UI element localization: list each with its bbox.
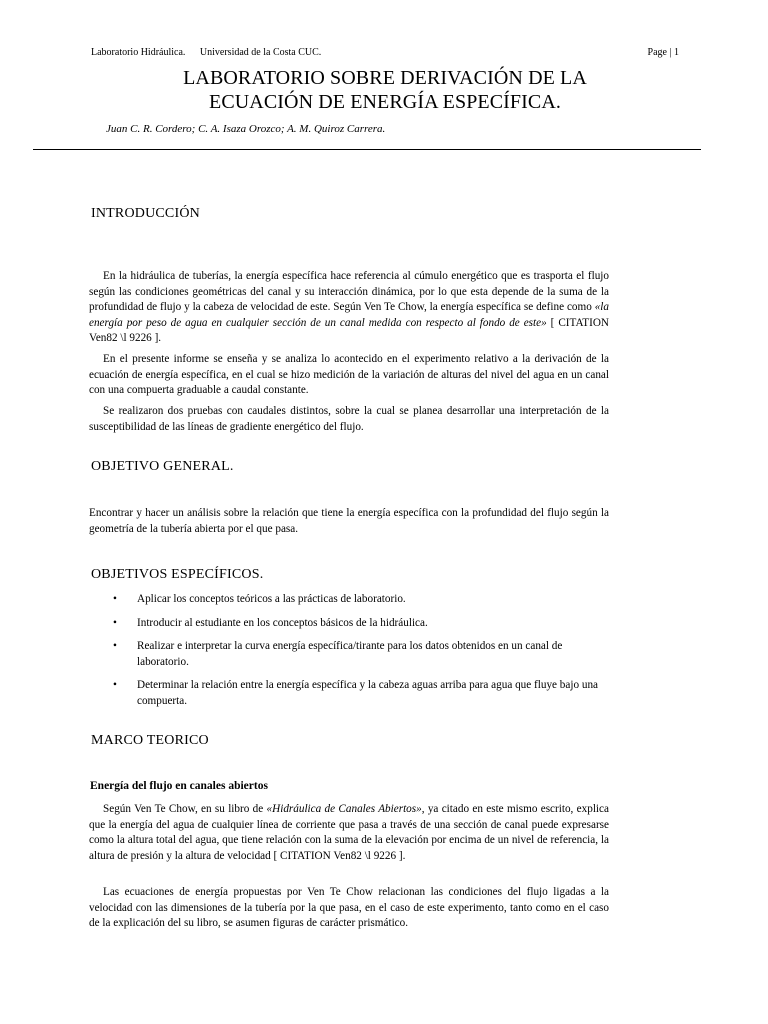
heading-introduccion: INTRODUCCIÓN	[91, 206, 200, 221]
header-university: Universidad de la Costa CUC.	[199, 47, 322, 58]
authors: Juan C. R. Cordero; C. A. Isaza Orozco; A. M. Quiroz Carrera.	[106, 123, 386, 135]
subheading-energia-flujo: Energía del flujo en canales abiertos	[90, 780, 268, 792]
intro-paragraph-1	[89, 269, 609, 347]
running-header	[91, 47, 321, 58]
page-number: Page | 1	[647, 47, 679, 58]
list-item-text: Aplicar los conceptos teóricos a las prácticas de laboratorio.	[137, 593, 406, 605]
heading-objetivos-especificos: OBJETIVOS ESPECÍFICOS.	[91, 567, 264, 582]
header-lab: Laboratorio Hidráulica.	[91, 47, 186, 58]
title-line-2: ECUACIÓN DE ENERGÍA ESPECÍFICA.	[209, 91, 561, 113]
bullet-icon: •	[113, 640, 117, 652]
list-item-text: Realizar e interpretar la curva energía específica/tirante para los datos obtenidos en un canal de laboratorio.	[137, 640, 563, 668]
intro-p1-quote: «la energía por peso de agua en cualquier sección de un canal medida con respecto al fondo de este»	[89, 301, 609, 329]
marco-paragraph-1	[89, 802, 609, 864]
objetivo-general-text: Encontrar y hacer un análisis sobre la relación que tiene la energía específica con la profundidad del flujo según la geometría de la tubería abierta por el que pasa.	[89, 507, 609, 535]
bullet-icon: •	[113, 616, 117, 629]
heading-objetivo-general: OBJETIVO GENERAL.	[91, 459, 234, 474]
title-divider	[33, 149, 701, 150]
list-item-text: Introducir al estudiante en los conceptos básicos de la hidráulica.	[137, 616, 428, 629]
list-item	[113, 639, 610, 670]
list-item	[113, 592, 610, 608]
intro-p1-citation: [ CITATION Ven82 \l 9226 ].	[89, 316, 609, 344]
bullet-icon: •	[113, 679, 117, 691]
marco-paragraph-2: Las ecuaciones de energía propuestas por Ven Te Chow relacionan las condiciones del flujo ligadas a la velocidad con las dimensiones de la tubería por la que pasa, en el caso de este experimento, tanto como en el caso de la explicación del su libro, se asumen figuras de carácter prismático.	[89, 886, 609, 929]
marco-p1-rest: , ya citado en este mismo escrito, explica que la energía del agua de cualquier línea de corriente que pasa a través de una sección de canal puede expresarse como la altura total del agua, que tiene relación con la suma de la elevación por encima de un nivel de referencia, la altura de presión y la altura de velocidad [ CITATION Ven82 \l 9226 ].	[89, 803, 609, 862]
intro-paragraph-2: En el presente informe se enseña y se analiza lo acontecido en el experimento relativo a la derivación de la ecuación de energía específica, en el cual se hizo medición de la variación de alturas del nivel del agua en un canal con una compuerta graduable a caudal constante.	[89, 353, 609, 396]
intro-paragraph-3: Se realizaron dos pruebas con caudales distintos, sobre la cual se planea desarrollar una interpretación de la susceptibilidad de las líneas de gradiente energético del flujo.	[89, 405, 609, 433]
title-line-1: LABORATORIO SOBRE DERIVACIÓN DE LA	[183, 67, 587, 89]
objetivos-list	[113, 592, 610, 717]
marco-p1-text: Según Ven Te Chow, en su libro de	[103, 803, 267, 815]
bullet-icon: •	[113, 593, 117, 605]
heading-marco-teorico: MARCO TEORICO	[91, 733, 209, 748]
intro-p1-text: En la hidráulica de tuberías, la energía específica hace referencia al cúmulo energético que es trasporta el flujo según las condiciones geométricas del canal y su interacción dinámica, por lo que esta depende de la suma de la profundidad de flujo y la cabeza de velocidad de este. Según Ven Te Chow, la energía específica se define como	[89, 270, 609, 313]
list-item	[113, 616, 610, 632]
marco-p1-book: «Hidráulica de Canales Abiertos»	[266, 803, 422, 815]
list-item	[113, 678, 610, 709]
list-item-text: Determinar la relación entre la energía específica y la cabeza aguas arriba para agua que fluye bajo una compuerta.	[137, 679, 599, 707]
document-title	[90, 66, 680, 114]
